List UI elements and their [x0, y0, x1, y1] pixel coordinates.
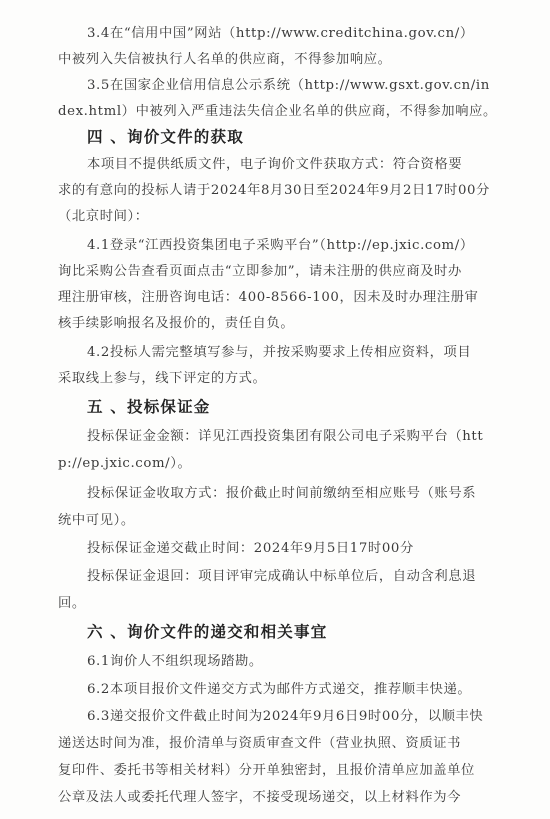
para-6-3-line-2: 递送达时间为准，报价清单与资质审查文件（营业执照、资质证书 [58, 736, 462, 751]
para-3-5-line-2: dex.html）中被列入严重违法失信企业名单的供应商，不得参加响应。 [58, 104, 497, 119]
para-6-3-line-1: 6.3递交报价文件截止时间为2024年9月6日9时00分，以顺丰快 [87, 709, 484, 724]
para-6-1-line: 6.1询价人不组织现场踏勘。 [87, 654, 263, 669]
deposit-method-line-2: 统中可见）。 [58, 513, 135, 528]
deposit-amount-line-2: p://ep.jxic.com/）。 [58, 456, 192, 471]
para-3-4-line-2: 中被列入失信被执行人名单的供应商，不得参加响应。 [58, 52, 392, 67]
para-4-1-line-4: 核手续影响报名及报价的，责任自负。 [58, 316, 295, 331]
para-4-1-line-2: 询比采购公告查看页面点击“立即参加”，请未注册的供应商及时办 [58, 264, 462, 279]
deposit-deadline-line: 投标保证金递交截止时间：2024年9月5日17时00分 [87, 541, 414, 556]
para-4-2-line-2: 采取线上参与，线下评定的方式。 [58, 371, 267, 386]
deposit-method-line-1: 投标保证金收取方式：报价截止时间前缴纳至相应账号（账号系 [87, 486, 477, 501]
deposit-amount-line-1: 投标保证金金额：详见江西投资集团有限公司电子采购平台（htt [87, 429, 484, 444]
para-6-3-line-3: 复印件、委托书等相关材料）分开单独密封，且报价清单应加盖单位 [58, 763, 475, 778]
section-4-intro-line-3: （北京时间）： [58, 209, 149, 224]
section-6-heading: 六 、询价文件的递交和相关事宜 [87, 623, 328, 641]
deposit-refund-line-2: 回。 [58, 596, 86, 611]
section-4-intro-line-2: 求的有意向的投标人请于2024年8月30日至2024年9月2日17时00分 [58, 183, 490, 198]
para-4-1-line-3: 理注册审核，注册咨询电话：400-8566-100，因未及时办理注册审 [58, 290, 479, 305]
section-4-heading: 四 、询价文件的获取 [87, 128, 244, 146]
para-6-3-line-4: 公章及法人或委托代理人签字，不接受现场递交，以上材料作为今 [58, 790, 462, 805]
section-5-heading: 五 、投标保证金 [87, 398, 211, 416]
para-4-2-line-1: 4.2投标人需完整填写参与，并按采购要求上传相应资料，项目 [87, 345, 472, 360]
section-4-intro-line-1: 本项目不提供纸质文件，电子询价文件获取方式：符合资格要 [87, 157, 463, 172]
para-4-1-line-1: 4.1登录“江西投资集团电子采购平台”（http://ep.jxic.com/） [87, 238, 474, 253]
deposit-refund-line-1: 投标保证金退回：项目评审完成确认中标单位后，自动含利息退 [87, 569, 477, 584]
para-6-2-line: 6.2本项目报价文件递交方式为邮件方式递交，推荐顺丰快递。 [87, 682, 472, 697]
para-3-5-line-1: 3.5在国家企业信用信息公示系统（http://www.gsxt.gov.cn/in [87, 78, 490, 93]
para-3-4-line-1: 3.4在“信用中国”网站（http://www.creditchina.gov.cn/） [87, 26, 474, 41]
